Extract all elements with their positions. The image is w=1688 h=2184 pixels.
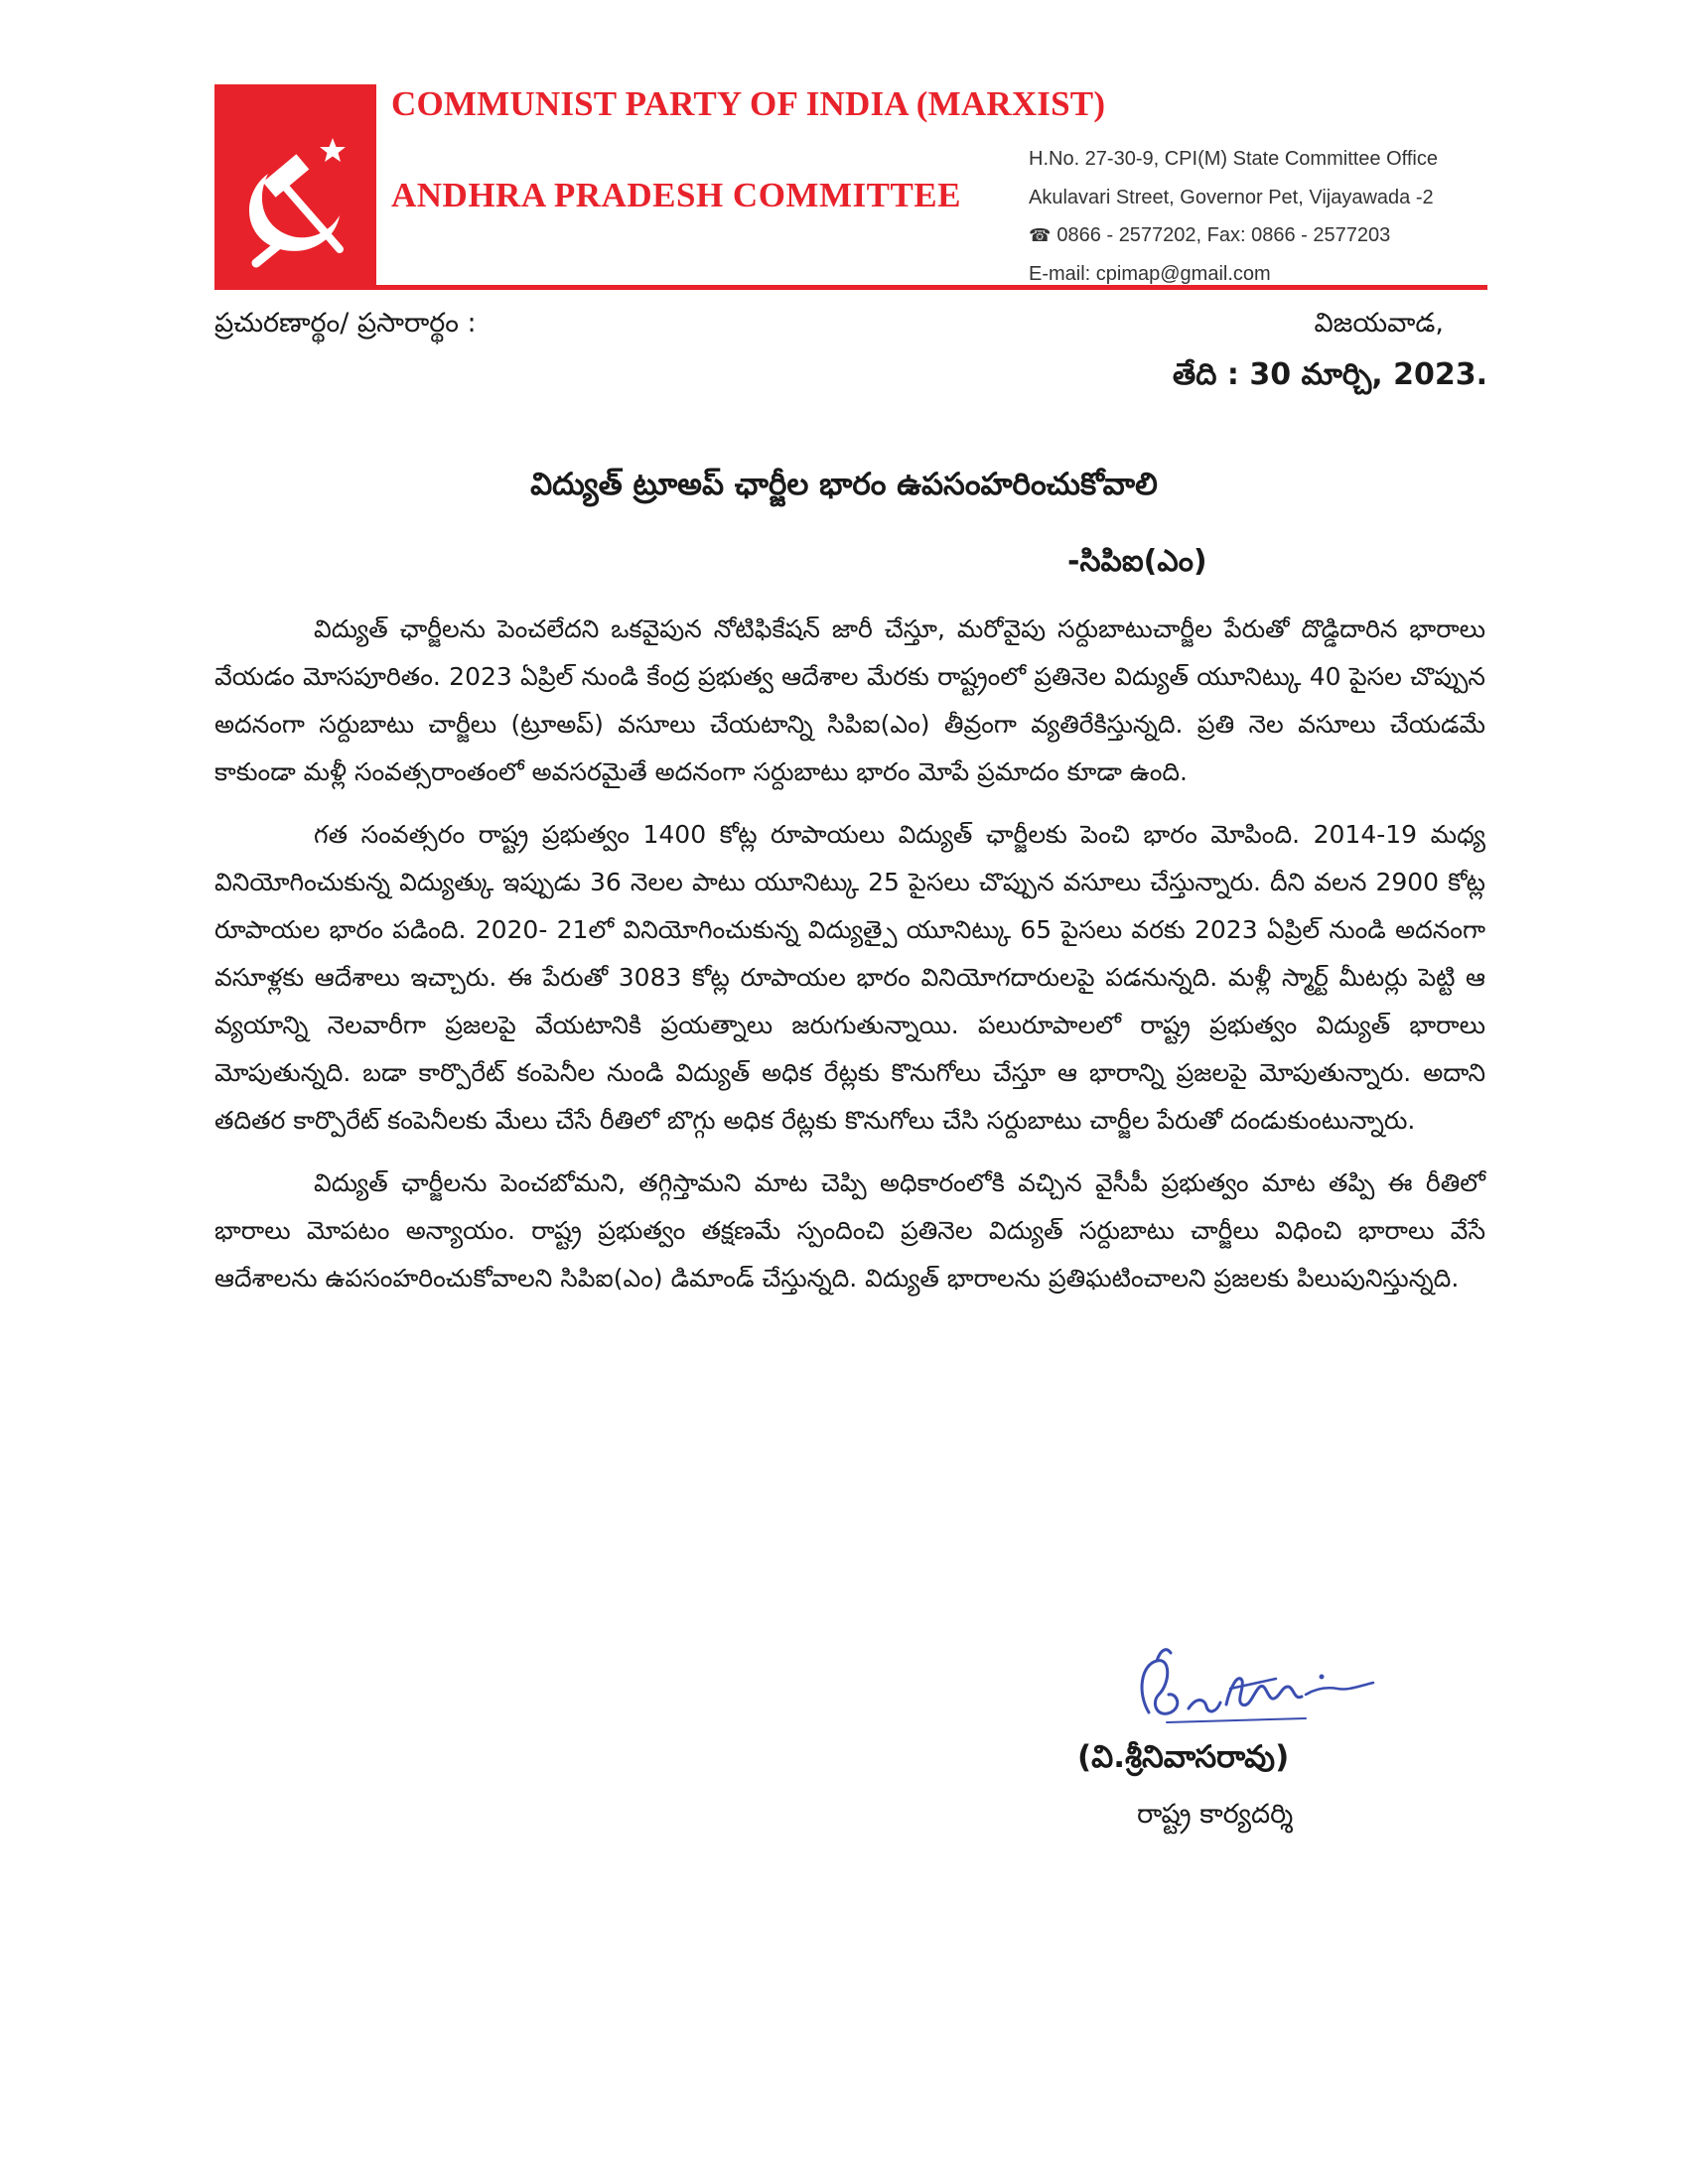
- address-line-1: H.No. 27-30-9, CPI(M) State Committee Office: [1029, 148, 1438, 170]
- org-committee: ANDHRA PRADESH COMMITTEE: [391, 176, 961, 214]
- paragraph-1: విద్యుత్ ఛార్జీలను పెంచలేదని ఒకవైపున నోటిఫికేషన్ జారీ చేస్తూ, మరోవైపు సర్దుబాటుచార్జీల పేరుతో దొడ్డిదారిన భారాలు వేయడం మోసపూరితం. 2023 ఏప్రిల్ నుండి కేంద్ర ప్రభుత్వ ఆదేశాల మేరకు రాష్ట్రంలో ప్రతినెల విద్యుత్ యూనిట్కు 40 పైసల చొప్పున అదనంగా సర్దుబాటు చార్జీలు (ట్రూఅప్) వసూలు చేయటాన్ని సిపిఐ(ఎం) తీవ్రంగా వ్యతిరేకిస్తున్నది. ప్రతి నెల వసూలు చేయడమే కాకుండా మళ్లీ సంవత్సరాంతంలో అవసరమైతే అదనంగా సర్దుబాటు భారం మోపే ప్రమాదం కూడా ఉంది.: [214, 614, 1485, 786]
- signatory-title: రాష్ట్ర కార్యదర్శి: [1137, 1799, 1294, 1830]
- email-line: E-mail: cpimap@gmail.com: [1029, 262, 1271, 285]
- phone-icon: ☎: [1029, 225, 1052, 245]
- signatory-name: (వి.శ్రీనివాసరావు): [1077, 1739, 1290, 1775]
- letterhead: [214, 84, 1487, 289]
- hammer-sickle-star-icon: [228, 122, 367, 271]
- address-line-2: Akulavari Street, Governor Pet, Vijayawada -2: [1029, 186, 1434, 208]
- date: తేది : 30 మార్చి, 2023.: [1172, 357, 1487, 392]
- headline-attribution: -సిపిఐ(ఎం): [1067, 544, 1207, 579]
- handwritten-signature: [1127, 1643, 1385, 1737]
- phone-line: [1029, 216, 1438, 255]
- place: విజయవాడ,: [1314, 308, 1444, 339]
- phone-number: 0866 - 2577202, Fax: 0866 - 2577203: [1056, 224, 1391, 246]
- headline: విద్యుత్ ట్రూఅప్ ఛార్జీల భారం ఉపసంహరించుకోవాలి: [530, 467, 1158, 502]
- signature: [1127, 1643, 1385, 1741]
- contact-block: [1029, 140, 1438, 293]
- release-label: ప్రచురణార్థం/ ప్రసారార్థం :: [214, 308, 477, 339]
- paragraph-2: గత సంవత్సరం రాష్ట్ర ప్రభుత్వం 1400 కోట్ల రూపాయలు విద్యుత్ ఛార్జీలకు పెంచి భారం మోపింది. 2014-19 మధ్య వినియోగించుకున్న విద్యుత్కు ఇప్పుడు 36 నెలల పాటు యూనిట్కు 25 పైసలు చొప్పున వసూలు చేస్తున్నారు. దీని వలన 2900 కోట్ల రూపాయల భారం పడింది. 2020- 21లో వినియోగించుకున్న విద్యుత్పై యూనిట్కు 65 పైసలు వరకు 2023 ఏప్రిల్ నుండి అదనంగా వసూళ్లకు ఆదేశాలు ఇచ్చారు. ఈ పేరుతో 3083 కోట్ల రూపాయల భారం వినియోగదారులపై పడనున్నది. మళ్లీ స్మార్ట్ మీటర్లు పెట్టి ఆ వ్యయాన్ని నెలవారీగా ప్రజలపై వేయటానికి ప్రయత్నాలు జరుగుతున్నాయి. పలురూపాలలో రాష్ట్ర ప్రభుత్వం విద్యుత్ భారాలు మోపుతున్నది. బడా కార్పొరేట్ కంపెనీల నుండి విద్యుత్ అధిక రేట్లకు కొనుగోలు చేస్తూ ఆ భారాన్ని ప్రజలపై మోపుతున్నారు. అదాని తదితర కార్పొరేట్ కంపెనీలకు మేలు చేసే రీతిలో బొగ్గు అధిక రేట్లకు కొనుగోలు చేసి సర్దుబాటు చార్జీల పేరుతో దండుకుంటున్నారు.: [214, 820, 1485, 1135]
- org-name: COMMUNIST PARTY OF INDIA (MARXIST): [391, 84, 1106, 123]
- press-release-body: [214, 606, 1485, 1317]
- party-logo: [214, 84, 376, 289]
- header-divider: [214, 285, 1487, 290]
- paragraph-3: విద్యుత్ ఛార్జీలను పెంచబోమని, తగ్గిస్తామని మాట చెప్పి అధికారంలోకి వచ్చిన వైసీపీ ప్రభుత్వం మాట తప్పి ఈ రీతిలో భారాలు మోపటం అన్యాయం. రాష్ట్ర ప్రభుత్వం తక్షణమే స్పందించి ప్రతినెల విద్యుత్ సర్దుబాటు చార్జీలు విధించి భారాలు వేసే ఆదేశాలను ఉపసంహరించుకోవాలని సిపిఐ(ఎం) డిమాండ్ చేస్తున్నది. విద్యుత్ భారాలను ప్రతిఘటించాలని ప్రజలకు పిలుపునిస్తున్నది.: [214, 1168, 1485, 1293]
